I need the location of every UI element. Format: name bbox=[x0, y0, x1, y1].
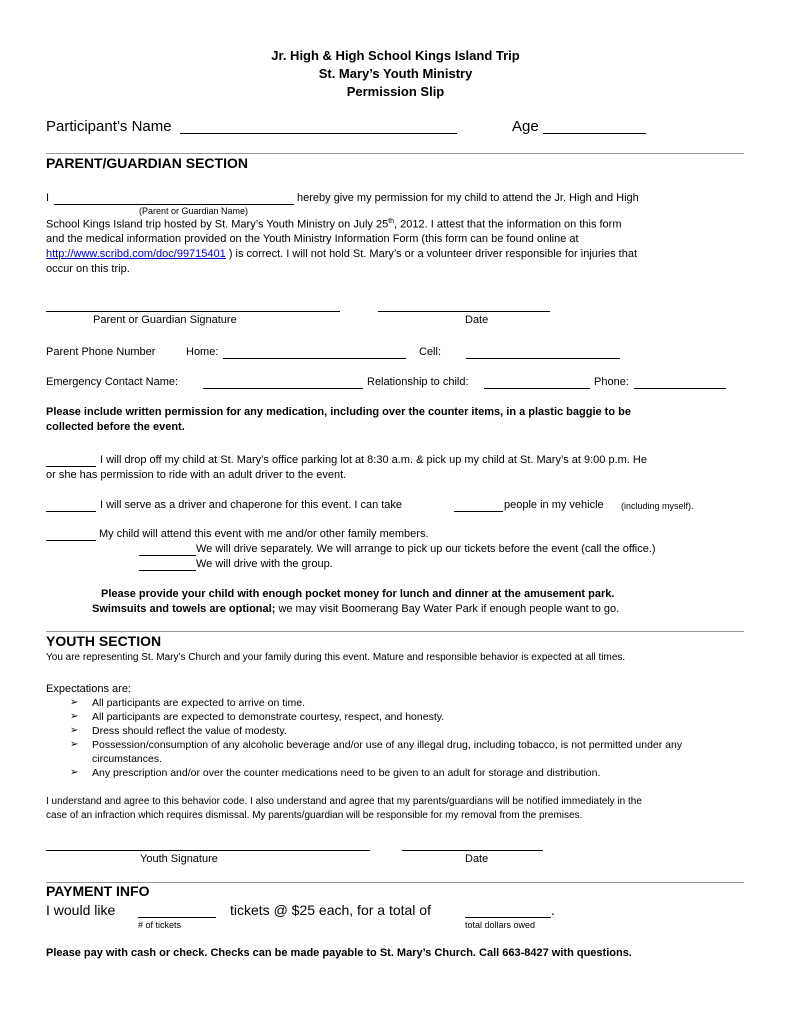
parent-phone-label: Parent Phone Number bbox=[46, 346, 156, 358]
tickets-price-text: tickets @ $25 each, for a total of bbox=[230, 902, 431, 918]
relationship-label: Relationship to child: bbox=[367, 376, 469, 388]
driver-capacity-field[interactable] bbox=[454, 511, 503, 512]
youth-section-heading: YOUTH SECTION bbox=[46, 633, 162, 649]
parent-section-heading: PARENT/GUARDIAN SECTION bbox=[46, 155, 248, 171]
participant-name-field[interactable] bbox=[180, 133, 457, 134]
permission-lead: I bbox=[46, 192, 50, 204]
list-item: ➢ Dress should reflect the value of modesty. bbox=[70, 725, 287, 737]
tickets-caption: # of tickets bbox=[138, 920, 182, 930]
age-field[interactable] bbox=[543, 133, 646, 134]
dropoff-initial-field[interactable] bbox=[46, 466, 96, 467]
arrow-bullet-icon: ➢ bbox=[70, 711, 79, 722]
youth-intro: You are representing St. Mary’s Church and your family during this event. Mature and responsible behavior is expected at all times. bbox=[46, 652, 626, 663]
driver-text-a: I will serve as a driver and chaperone for this event. I can take bbox=[100, 499, 403, 511]
drive-with-group-text: We will drive with the group. bbox=[196, 558, 333, 570]
total-owed-field[interactable] bbox=[465, 917, 551, 918]
payment-period: . bbox=[551, 902, 555, 918]
participant-name-label: Participant’s Name bbox=[46, 118, 172, 135]
expectations-list bbox=[64, 696, 734, 780]
arrow-bullet-icon: ➢ bbox=[70, 697, 79, 708]
agreement-line-1: I understand and agree to this behavior code. I also understand and agree that my parents/guardians will be notified immediately in the bbox=[46, 796, 642, 807]
list-item: ➢ Possession/consumption of any alcoholic beverage and/or use of any illegal drug, including tobacco, is not permitted under any circumstances. bbox=[70, 739, 683, 765]
pocket-money-note: Please provide your child with enough pocket money for lunch and dinner at the amusement park. bbox=[101, 588, 615, 600]
drive-separately-field[interactable] bbox=[139, 555, 196, 556]
cell-label: Cell: bbox=[419, 346, 442, 358]
parent-signature-label: Parent or Guardian Signature bbox=[93, 314, 237, 326]
total-caption: total dollars owed bbox=[465, 920, 536, 930]
medication-note-2: collected before the event. bbox=[46, 421, 185, 433]
payment-footer-note: Please pay with cash or check. Checks can be made payable to St. Mary’s Church. Call 663-8427 with questions. bbox=[46, 947, 632, 959]
arrow-bullet-icon: ➢ bbox=[70, 739, 79, 750]
section-divider bbox=[46, 882, 744, 883]
section-divider bbox=[46, 153, 744, 154]
emergency-contact-field[interactable] bbox=[203, 388, 363, 389]
parent-signature-field[interactable] bbox=[46, 311, 340, 312]
arrow-bullet-icon: ➢ bbox=[70, 725, 79, 736]
permission-line-3: and the medical information provided on the Youth Ministry Information Form (this form can be found online at bbox=[46, 233, 579, 245]
driver-text-c: (including myself). bbox=[621, 501, 694, 511]
family-initial-field[interactable] bbox=[46, 540, 96, 541]
parent-name-field[interactable] bbox=[54, 204, 294, 205]
title-line-3: Permission Slip bbox=[346, 84, 445, 99]
youth-date-label: Date bbox=[465, 853, 489, 865]
payment-heading: PAYMENT INFO bbox=[46, 883, 150, 899]
ticket-count-field[interactable] bbox=[138, 917, 216, 918]
home-phone-field[interactable] bbox=[223, 358, 406, 359]
would-like-label: I would like bbox=[46, 902, 116, 918]
driver-initial-field[interactable] bbox=[46, 511, 96, 512]
info-form-link[interactable]: http://www.scribd.com/doc/99715401 bbox=[46, 248, 226, 260]
parent-date-field[interactable] bbox=[378, 311, 550, 312]
list-item: ➢ All participants are expected to arrive on time. bbox=[70, 697, 306, 709]
cell-phone-field[interactable] bbox=[466, 358, 620, 359]
agreement-line-2: case of an infraction which requires dismissal. My parents/guardian will be responsible for my removal from the premises. bbox=[46, 810, 583, 821]
expectations-label: Expectations are: bbox=[46, 683, 131, 695]
relationship-field[interactable] bbox=[484, 388, 590, 389]
permission-line-2: School Kings Island trip hosted by St. Mary’s Youth Ministry on July 25th, 2012. I attest that the information on this form bbox=[46, 218, 622, 231]
youth-signature-label: Youth Signature bbox=[140, 853, 218, 865]
family-text: My child will attend this event with me and/or other family members. bbox=[99, 528, 429, 540]
arrow-bullet-icon: ➢ bbox=[70, 767, 79, 778]
emergency-phone-field[interactable] bbox=[634, 388, 726, 389]
list-item: ➢ All participants are expected to demonstrate courtesy, respect, and honesty. bbox=[70, 711, 445, 723]
dropoff-text-2: or she has permission to ride with an adult driver to the event. bbox=[46, 469, 347, 481]
title-line-1: Jr. High & High School Kings Island Trip bbox=[271, 48, 520, 63]
parent-date-label: Date bbox=[465, 314, 489, 326]
swimsuits-note: Swimsuits and towels are optional; we may visit Boomerang Bay Water Park if enough people want to go. bbox=[92, 603, 620, 615]
emergency-contact-label: Emergency Contact Name: bbox=[46, 376, 179, 388]
youth-date-field[interactable] bbox=[402, 850, 543, 851]
age-label: Age bbox=[512, 118, 539, 135]
permission-text: hereby give my permission for my child to attend the Jr. High and High bbox=[297, 192, 639, 204]
youth-signature-field[interactable] bbox=[46, 850, 370, 851]
permission-line-4: http://www.scribd.com/doc/99715401 ) is correct. I will not hold St. Mary’s or a volunteer driver responsible for injuries that bbox=[46, 248, 638, 260]
driver-text-b: people in my vehicle bbox=[504, 499, 604, 511]
emergency-phone-label: Phone: bbox=[594, 376, 629, 388]
medication-note-1: Please include written permission for any medication, including over the counter items, in a plastic baggie to be bbox=[46, 406, 631, 418]
dropoff-text-1: I will drop off my child at St. Mary’s office parking lot at 8:30 a.m. & pick up my child at St. Mary’s at 9:00 p.m. He bbox=[100, 454, 647, 466]
section-divider bbox=[46, 631, 744, 632]
home-label: Home: bbox=[186, 346, 219, 358]
parent-name-caption: (Parent or Guardian Name) bbox=[139, 206, 249, 216]
title-line-2: St. Mary’s Youth Ministry bbox=[318, 66, 473, 81]
drive-with-group-field[interactable] bbox=[139, 570, 196, 571]
drive-separately-text: We will drive separately. We will arrange to pick up our tickets before the event (call the office.) bbox=[196, 543, 656, 555]
list-item: ➢ Any prescription and/or over the counter medications need to be given to an adult for storage and distribution. bbox=[70, 767, 601, 779]
permission-line-5: occur on this trip. bbox=[46, 263, 130, 275]
